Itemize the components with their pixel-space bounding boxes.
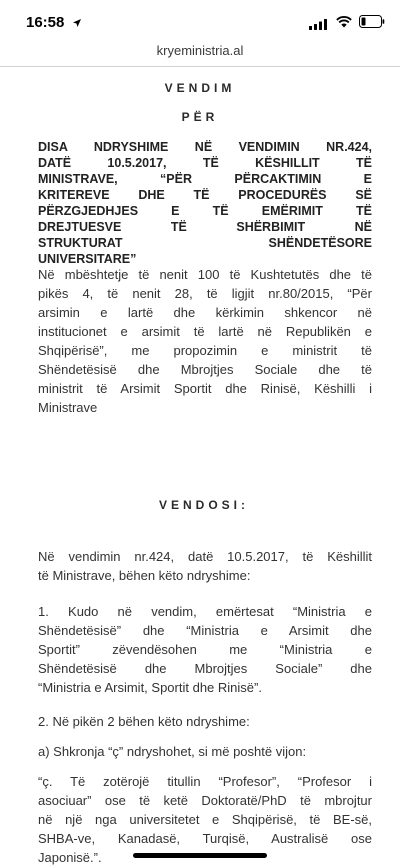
title-line: DREJTUESVE TË SHËRBIMIT NË xyxy=(38,220,372,234)
preamble-line: pikës 4, të nenit 28, të ligjit nr.80/2015, “Për xyxy=(38,286,372,301)
title-line: PËRZGJEDHJES E TË EMËRIMIT TË xyxy=(38,204,372,218)
title-line: DISA NDRYSHIME NË VENDIMIN NR.424, xyxy=(38,140,372,154)
preamble-paragraph xyxy=(38,265,372,417)
item-2-line: 2. Në pikën 2 bëhen këto ndryshime: xyxy=(38,714,250,729)
address-bar[interactable] xyxy=(0,38,400,64)
address-bar-divider xyxy=(0,66,400,67)
item-1-paragraph xyxy=(38,602,372,697)
item-1-line: 1. Kudo në vendim, emërtesat “Ministria e xyxy=(38,604,372,619)
intro-line: Në vendimin nr.424, datë 10.5.2017, të Këshillit xyxy=(38,549,372,564)
signal-icon xyxy=(309,17,327,35)
url-text[interactable]: kryeministria.al xyxy=(156,43,244,58)
preamble-line: ministrit të Arsimit Sportit dhe Rinisë, Këshilli i xyxy=(38,381,372,396)
item-1-line: “Ministria e Arsimit, Sportit dhe Rinisë”. xyxy=(38,680,262,695)
heading-vendosi: VENDOSI: xyxy=(158,498,249,512)
title-line: KRITEREVE DHE TË PROCEDURËS SË xyxy=(38,188,372,202)
title-line: DATË 10.5.2017, TË KËSHILLIT TË xyxy=(38,156,372,170)
quote-line: asociuar” ose të ketë Doktoratë/PhD të mbrojtur xyxy=(38,793,372,808)
preamble-line: Ministrave xyxy=(38,400,98,415)
intro-line: të Ministrave, bëhen këto ndryshime: xyxy=(38,568,251,583)
title-line: MINISTRAVE, “PËR PËRCAKTIMIN E xyxy=(38,172,372,186)
preamble-line: arsimin e lartë dhe kërkimin shkencor në xyxy=(38,305,372,320)
preamble-line: institucionet e arsimit të lartë në Republikën e xyxy=(38,324,372,339)
item-2-paragraph xyxy=(38,712,372,731)
status-time: 16:58 xyxy=(26,14,65,31)
item-2a-line: a) Shkronja “ç” ndryshohet, si më poshtë vijon: xyxy=(38,744,307,759)
heading-per: PËR xyxy=(181,110,219,124)
preamble-line: Në mbështetje të nenit 100 të Kushtetutës dhe të xyxy=(38,267,372,282)
preamble-line: Shëndetësisë dhe Mbrojtjes Sociale dhe të xyxy=(38,362,372,377)
intro-paragraph xyxy=(38,547,372,585)
item-1-line: Shëndetësisë dhe Mbrojtjes Sociale” dhe xyxy=(38,661,372,676)
preamble-line: Shqipërisë”, me propozimin e ministrit të xyxy=(38,343,372,358)
quote-line: “ç. Të zotërojë titullin “Profesor”, “Profesor i xyxy=(38,774,372,789)
heading-vendim: VENDIM xyxy=(164,81,236,95)
item-1-line: Sportit” zëvendësohen me “Ministria e xyxy=(38,642,372,657)
quote-line: SHBA-ve, Kanadasë, Turqisë, Australisë ose xyxy=(38,831,372,846)
decision-title xyxy=(38,139,372,267)
title-line: STRUKTURAT SHËNDETËSORE xyxy=(38,236,372,250)
item-1-line: Shëndetësisë” dhe “Ministria e Arsimit dhe xyxy=(38,623,372,638)
title-line: UNIVERSITARE” xyxy=(38,252,137,266)
item-2a-paragraph xyxy=(38,742,372,761)
battery-icon xyxy=(359,15,385,33)
location-arrow-icon xyxy=(72,15,82,33)
wifi-icon xyxy=(336,15,352,33)
quote-line: në një nga universitetet e Shqipërisë, të BE-së, xyxy=(38,812,372,827)
quote-line: Japonisë.”. xyxy=(38,850,102,865)
home-indicator[interactable] xyxy=(133,853,267,858)
